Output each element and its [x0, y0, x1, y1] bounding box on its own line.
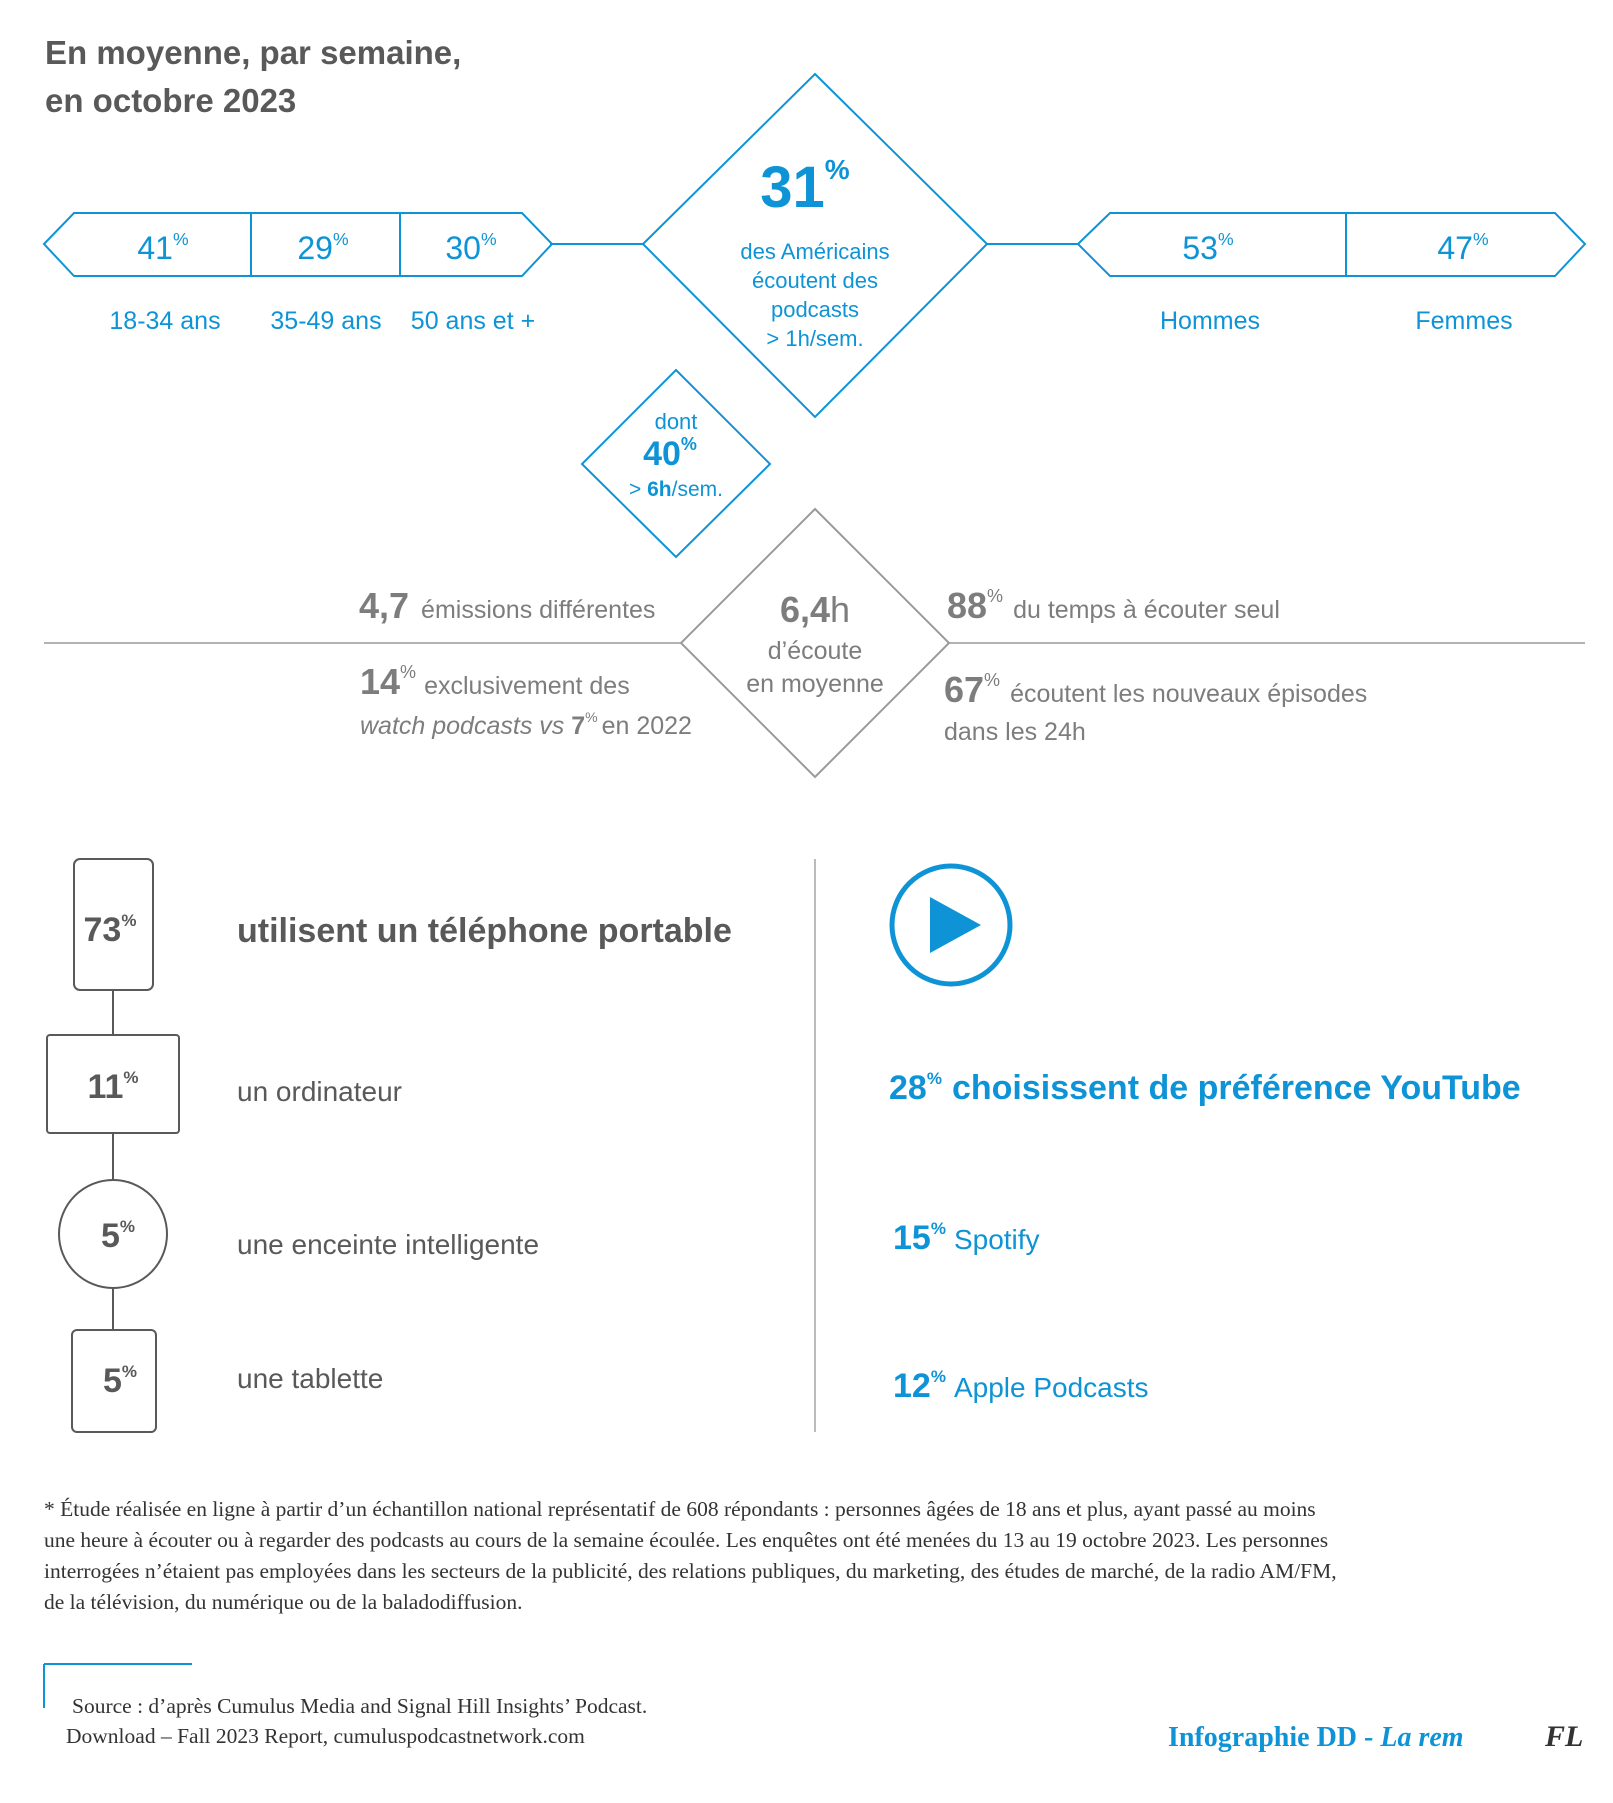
device-value-phone: 73% — [83, 911, 137, 949]
device-value-tablet: 5% — [102, 1362, 138, 1400]
stat-watch-podcasts: 14% exclusivement des — [360, 661, 630, 702]
listening-hours: 6,4h — [779, 589, 851, 630]
age-value-50-plus: 30% — [445, 229, 497, 266]
heavy-percent: 40% — [643, 434, 697, 473]
source-line-1: Source : d’après Cumulus Media and Signal Hill Insights’ Podcast. — [72, 1694, 648, 1718]
device-value-computer: 11% — [87, 1068, 139, 1106]
device-label-speaker: une enceinte intelligente — [237, 1229, 540, 1260]
title-line-1: En moyenne, par semaine, — [45, 34, 462, 71]
device-value-speaker: 5% — [100, 1217, 136, 1255]
gender-value-men: 53% — [1182, 229, 1234, 266]
footnote-line-1: * Étude réalisée en ligne à partir d’un échantillon national représentatif de 608 répondants : personnes âgées de 18 ans et plus, ayant passé au moins — [44, 1497, 1316, 1521]
center-line-1: des Américains — [740, 239, 890, 264]
stat-shows: 4,7 émissions différentes — [359, 585, 656, 626]
stat-new-episodes-line-2: dans les 24h — [944, 718, 1086, 746]
stat-new-episodes: 67% écoutent les nouveaux épisodes — [944, 669, 1368, 710]
device-label-tablet: une tablette — [237, 1363, 384, 1394]
heavy-prefix: dont — [654, 409, 698, 434]
center-line-4: > 1h/sem. — [766, 326, 864, 351]
credit-logo: FL — [1545, 1720, 1584, 1753]
credit-text: Infographie DD - La rem — [1168, 1722, 1464, 1753]
title-line-2: en octobre 2023 — [45, 82, 297, 119]
age-value-18-34: 41% — [137, 229, 189, 266]
stat-watch-podcasts-line-2: watch podcasts vs 7% en 2022 — [360, 709, 692, 740]
footnote-line-4: de la télévision, du numérique ou de la baladodiffusion. — [44, 1590, 523, 1614]
platform-youtube: 28% choisissent de préférence YouTube — [889, 1069, 1521, 1107]
age-label-35-49: 35-49 ans — [270, 307, 382, 335]
source-line-2: Download – Fall 2023 Report, cumuluspodcastnetwork.com — [66, 1724, 585, 1748]
platform-apple-podcasts: 12% Apple Podcasts — [893, 1367, 1149, 1405]
gender-label-men: Hommes — [1159, 307, 1261, 335]
age-value-35-49: 29% — [297, 229, 349, 266]
device-label-phone: utilisent un téléphone portable — [237, 912, 732, 950]
center-line-3: podcasts — [770, 297, 860, 322]
gender-value-women: 47% — [1437, 229, 1489, 266]
age-label-50-plus: 50 ans et + — [410, 307, 536, 335]
stat-alone: 88% du temps à écouter seul — [947, 585, 1280, 626]
device-label-computer: un ordinateur — [237, 1076, 403, 1107]
age-label-18-34: 18-34 ans — [109, 307, 221, 335]
heavy-hours: > 6h/sem. — [629, 478, 723, 501]
listening-line-1: d’écoute — [767, 637, 863, 665]
listening-line-2: en moyenne — [746, 670, 884, 698]
footnote-line-2: une heure à écouter ou à regarder des podcasts au cours de la semaine écoulée. Les enquêtes ont été menées du 13 au 19 octobre 2023. Les personnes — [44, 1528, 1329, 1552]
platform-spotify: 15% Spotify — [893, 1219, 1040, 1257]
gender-box — [1078, 213, 1585, 276]
footnote-line-3: interrogées n’étaient pas employées dans les secteurs de la publicité, des relations publiques, du marketing, des études de marché, de la radio AM/FM, — [44, 1559, 1337, 1583]
center-percent: 31% — [760, 154, 850, 220]
gender-label-women: Femmes — [1415, 307, 1513, 335]
center-line-2: écoutent des — [752, 268, 878, 293]
